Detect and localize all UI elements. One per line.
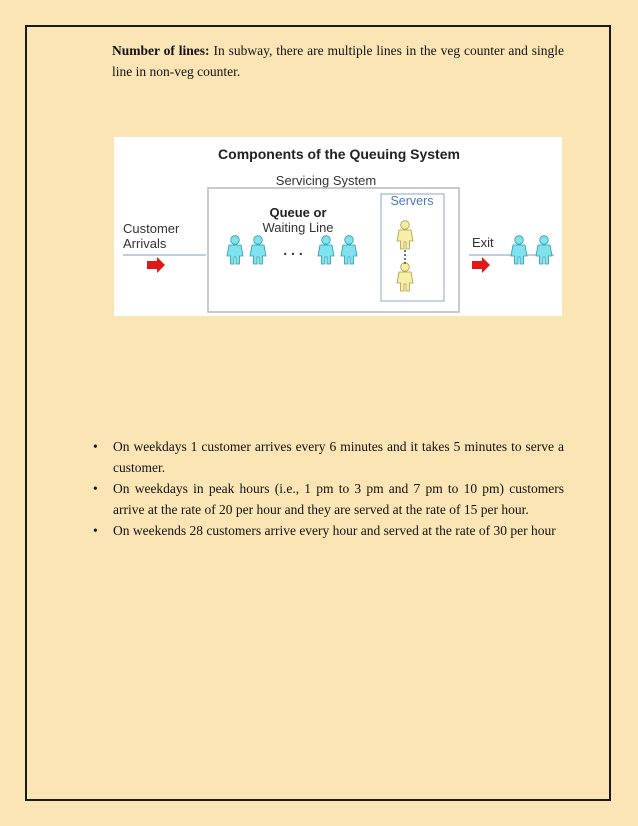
list-item [93,520,564,541]
queuing-system-diagram [114,137,562,316]
list-item-text: On weekdays in peak hours (i.e., 1 pm to 3 pm and 7 pm to 10 pm) customers arrive at the rate of 20 per hour and they are served at the rate of 15 per hour. [113,481,564,517]
list-item-text: On weekends 28 customers arrive every hour and served at the rate of 30 per hour [113,523,556,538]
bullet-icon: • [93,481,98,496]
diagram-title: Components of the Queuing System [218,146,460,162]
list-item [93,478,564,520]
customer-arrivals-label-line2: Arrivals [123,236,167,251]
servicing-system-label: Servicing System [275,173,377,188]
queue-label-line1: Queue or [269,205,327,220]
exit-arrow-icon [472,257,490,273]
arrival-arrow-icon [147,257,165,273]
bullet-icon: • [93,439,98,454]
queue-ellipsis: . . . [283,242,303,258]
list-item [93,436,564,478]
servers-box [381,194,444,301]
exit-label: Exit [472,235,494,250]
paragraph-text: In subway, there are multiple lines in the veg counter and single line in non-veg counter. [112,43,564,79]
bullet-icon: • [93,523,98,538]
servers-label: Servers [390,194,434,208]
customer-arrivals-label-line1: Customer [123,221,180,236]
exit-customer-icon [511,236,527,264]
number-of-lines-paragraph [112,40,564,82]
list-item-text: On weekdays 1 customer arrives every 6 minutes and it takes 5 minutes to serve a customer. [113,439,564,475]
exit-customer-icon [536,236,552,264]
conditions-list [93,436,564,541]
paragraph-label: Number of lines: [112,43,210,58]
queue-label-line2: Waiting Line [262,220,334,235]
